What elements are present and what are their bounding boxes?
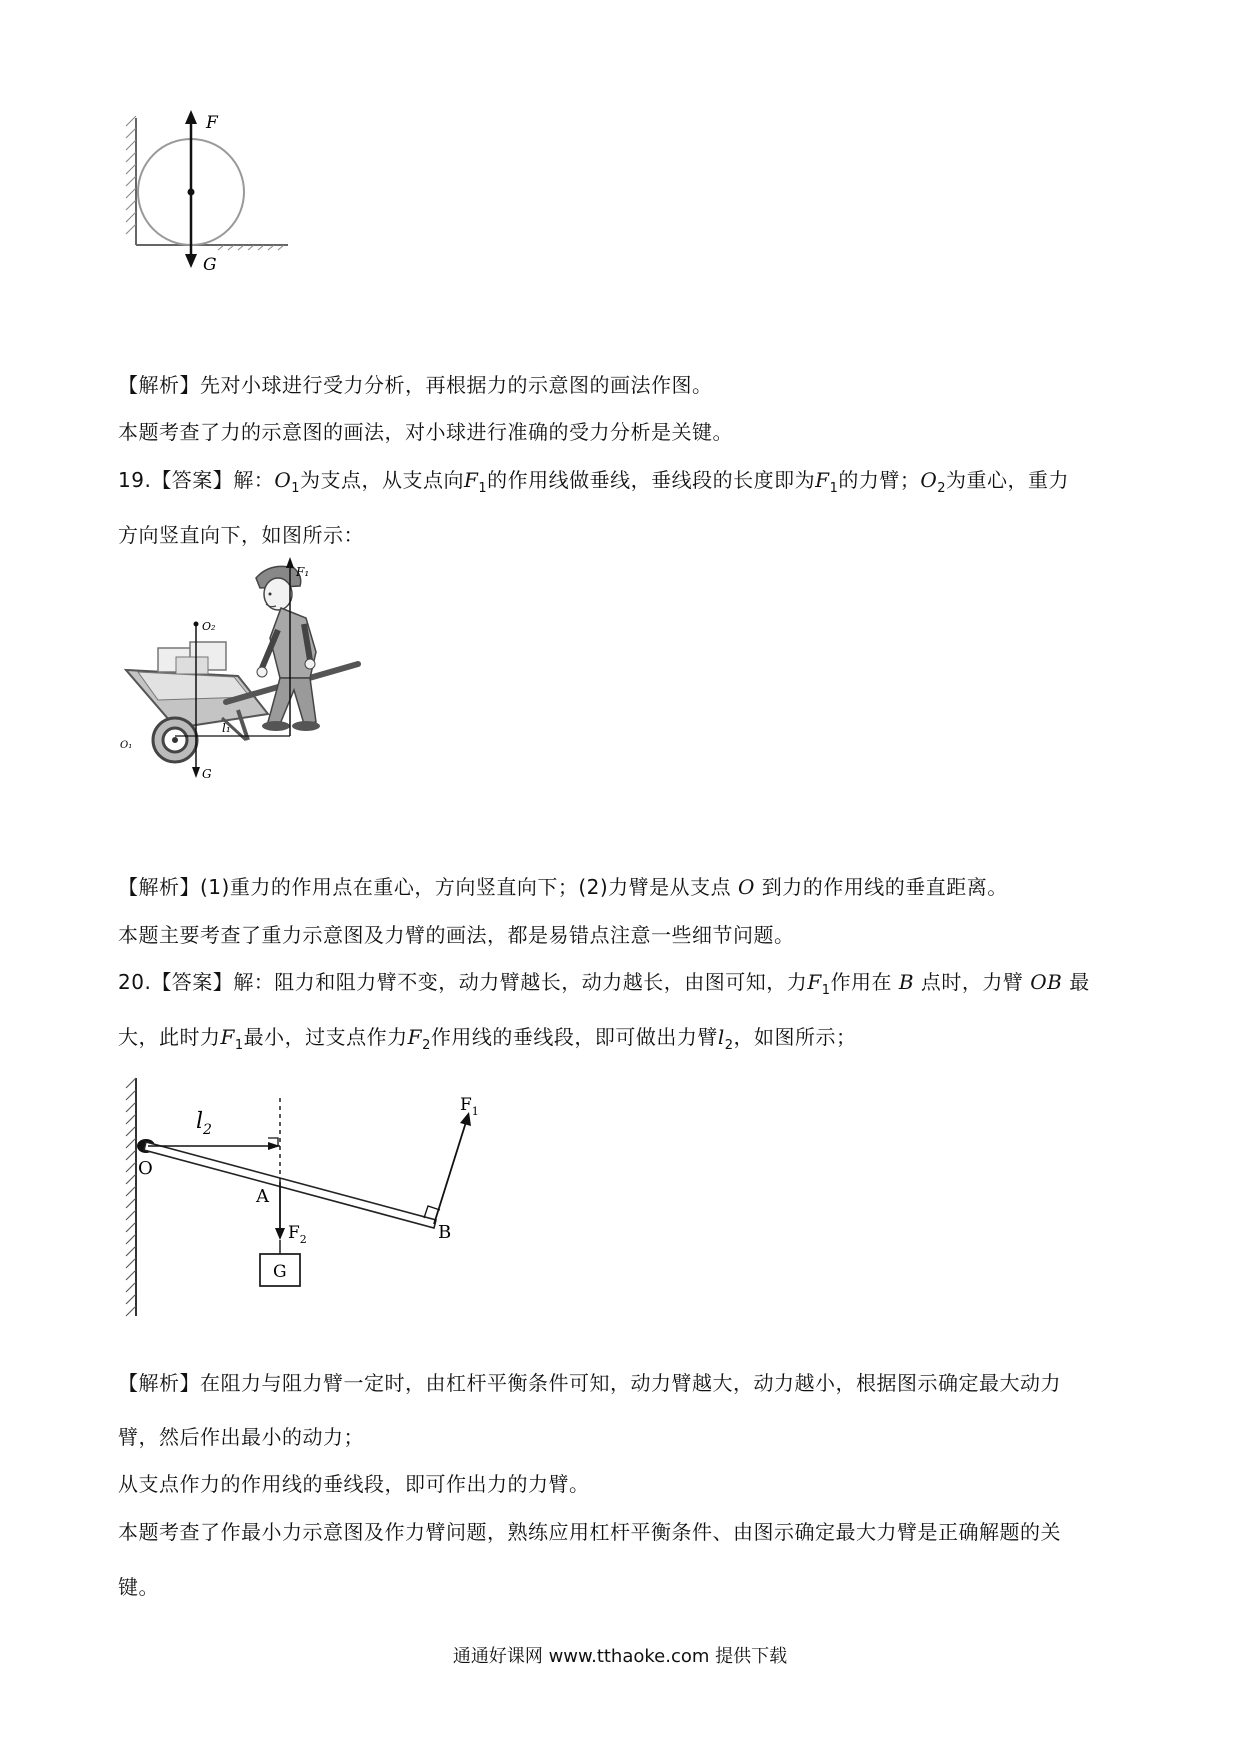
- question-20-answer: 20.【答案】解：阻力和阻力臂不变，动力臂越长，动力越长，由图可知，力$F_1$作用在 B 点时，力臂 OB 最: [118, 970, 1090, 998]
- label-g: G: [203, 255, 217, 275]
- figure-wheelbarrow: [118, 560, 378, 820]
- page-footer: 通通好课网 www.tthaoke.com 提供下载: [452, 1646, 788, 1667]
- question-19-answer: 19.【答案】解：$O_1$为支点，从支点向$F_1$的作用线做垂线，垂线段的长度即为$F_1$的力臂；$O_2$为重心，重力: [118, 468, 1070, 496]
- label-g: G: [202, 767, 212, 781]
- label-o: O: [138, 1158, 153, 1179]
- analysis-19: 【解析】(1)重力的作用点在重心，方向竖直向下；(2)力臂是从支点 O 到力的作用线的垂直距离。: [118, 875, 1008, 899]
- label-l1: l₁: [222, 721, 231, 735]
- label-f2: $F_2$: [288, 1223, 307, 1246]
- analysis-20-line3: 从支点作力的作用线的垂线段，即可作出力的力臂。: [118, 1472, 590, 1496]
- label-b: B: [438, 1222, 452, 1243]
- analysis-18-note: 本题考查了力的示意图的画法，对小球进行准确的受力分析是关键。: [118, 420, 733, 444]
- question-20-answer-line2: 大，此时力$F_1$最小，过支点作力$F_2$作用线的垂线段，即可做出力臂$l_2$，如图所示；: [118, 1025, 857, 1053]
- analysis-20-line2: 臂，然后作出最小的动力；: [118, 1425, 364, 1449]
- analysis-19-note: 本题主要考查了重力示意图及力臂的画法，都是易错点注意一些细节问题。: [118, 923, 795, 947]
- label-o1: O₁: [120, 740, 133, 751]
- label-f: F: [206, 113, 218, 133]
- analysis-20: 【解析】在阻力与阻力臂一定时，由杠杆平衡条件可知，动力臂越大，动力越小，根据图示确定最大动力: [118, 1371, 1061, 1395]
- question-19-answer-line2: 方向竖直向下，如图所示：: [118, 523, 364, 547]
- label-a: A: [256, 1186, 269, 1207]
- analysis-20-line5: 键。: [118, 1575, 159, 1599]
- figure-lever: [118, 1078, 538, 1318]
- label-l2: $l_2$: [196, 1109, 212, 1138]
- label-f1-lever: $F_1$: [460, 1095, 479, 1118]
- label-f1: F₁: [296, 565, 310, 579]
- analysis-20-line4: 本题考查了作最小力示意图及作力臂问题，熟练应用杠杆平衡条件、由图示确定最大力臂是正确解题的关: [118, 1520, 1061, 1544]
- label-o2: O₂: [202, 620, 216, 633]
- figure-ball-forces: [118, 108, 298, 308]
- analysis-18: 【解析】先对小球进行受力分析，再根据力的示意图的画法作图。: [118, 373, 713, 397]
- label-g-box: G: [273, 1262, 287, 1282]
